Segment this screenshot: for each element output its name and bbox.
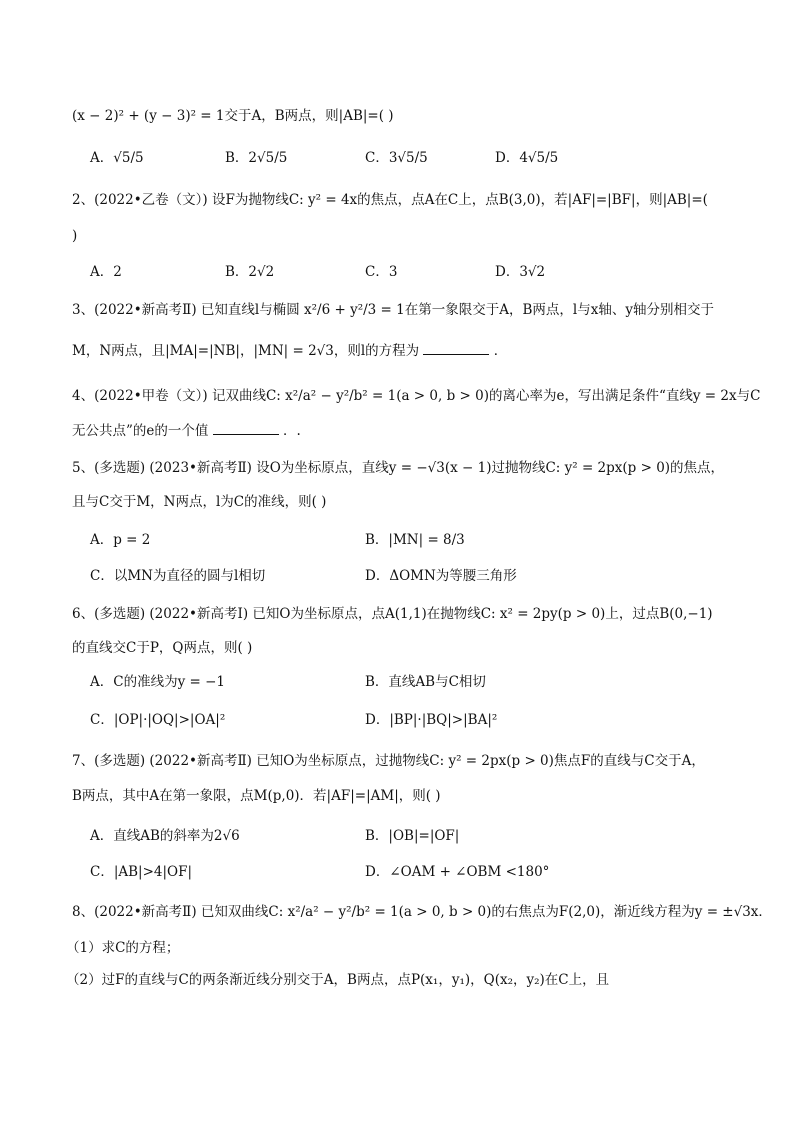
q3-stem-line1: 3、(2022•新高考Ⅱ) 已知直线l与椭圆 x²/6 + y²/3 = 1在第一象限交于A，B两点，l与x轴、y轴分别相交于 bbox=[72, 302, 714, 318]
q8-subquestion-1: （1）求C的方程； bbox=[66, 940, 180, 956]
q4-answer-blank[interactable] bbox=[213, 420, 279, 435]
q6-stem-line2: 的直线交C于P，Q两点，则( ) bbox=[72, 640, 253, 656]
q7-option-d: D．∠OAM + ∠OBM <180° bbox=[365, 864, 550, 880]
q2-option-a: A．2 bbox=[90, 264, 122, 280]
q1-option-a: A．√5/5 bbox=[90, 150, 144, 166]
q6-stem-line1: 6、(多选题) (2022•新高考Ⅰ) 已知O为坐标原点，点A(1,1)在抛物线C: x² = 2py(p > 0)上，过点B(0,−1) bbox=[72, 606, 713, 622]
q7-stem-line1: 7、(多选题) (2022•新高考Ⅱ) 已知O为坐标原点，过抛物线C: y² = 2px(p > 0)焦点F的直线与C交于A， bbox=[72, 753, 705, 769]
q2-option-b: B．2√2 bbox=[225, 264, 275, 280]
q4-stem-line2 bbox=[72, 420, 734, 441]
q4-stem-text: 无公共点”的e的一个值 bbox=[72, 423, 209, 439]
q5-option-a: A．p = 2 bbox=[90, 532, 151, 548]
q2-stem-line2: ) bbox=[72, 228, 78, 244]
q8-stem-line1: 8、(2022•新高考Ⅱ) 已知双曲线C: x²/a² − y²/b² = 1(a > 0, b > 0)的右焦点为F(2,0)，渐近线方程为y = ±√3x． bbox=[72, 904, 772, 920]
q6-option-b: B．直线AB与C相切 bbox=[365, 674, 486, 690]
q5-stem-line2: 且与C交于M，N两点，l为C的准线，则( ) bbox=[72, 494, 327, 510]
q6-option-a: A．C的准线为y = −1 bbox=[90, 674, 225, 690]
q7-option-c: C．|AB|>4|OF| bbox=[90, 864, 193, 880]
q1-option-d: D．4√5/5 bbox=[495, 150, 559, 166]
q3-stem-text: M，N两点，且|MA|=|NB|，|MN| = 2√3，则l的方程为 bbox=[72, 343, 420, 359]
q3-stem-end: ． bbox=[493, 343, 508, 359]
q8-subquestion-2: （2）过F的直线与C的两条渐近线分别交于A，B两点，点P(x₁，y₁)，Q(x₂，y₂)在C上，且 bbox=[66, 972, 610, 988]
q2-option-d: D．3√2 bbox=[495, 264, 546, 280]
q5-stem-line1: 5、(多选题) (2023•新高考Ⅱ) 设O为坐标原点，直线y = −√3(x − 1)过抛物线C: y² = 2px(p > 0)的焦点， bbox=[72, 460, 725, 476]
q6-option-c: C．|OP|·|OQ|>|OA|² bbox=[90, 712, 226, 728]
q3-stem-line2 bbox=[72, 340, 734, 361]
q3-answer-blank[interactable] bbox=[423, 340, 489, 355]
q5-option-b: B．|MN| = 8/3 bbox=[365, 532, 465, 548]
q1-option-b: B．2√5/5 bbox=[225, 150, 288, 166]
q6-option-d: D．|BP|·|BQ|>|BA|² bbox=[365, 712, 498, 728]
q7-option-b: B．|OB|=|OF| bbox=[365, 828, 460, 844]
q5-option-c: C．以MN为直径的圆与l相切 bbox=[90, 568, 266, 584]
q4-stem-end: ．. bbox=[282, 423, 301, 439]
q7-stem-line2: B两点，其中A在第一象限，点M(p,0)．若|AF|=|AM|，则( ) bbox=[72, 788, 441, 804]
q5-option-d: D．ΔOMN为等腰三角形 bbox=[365, 568, 517, 584]
q2-option-c: C．3 bbox=[365, 264, 398, 280]
q4-stem-line1: 4、(2022•甲卷（文）) 记双曲线C: x²/a² − y²/b² = 1(a > 0, b > 0)的离心率为e，写出满足条件“直线y = 2x与C bbox=[72, 388, 761, 404]
q1-stem: (x − 2)² + (y − 3)² = 1交于A，B两点，则|AB|=( ) bbox=[72, 108, 394, 124]
q1-option-c: C．3√5/5 bbox=[365, 150, 428, 166]
q7-option-a: A．直线AB的斜率为2√6 bbox=[90, 828, 240, 844]
q2-stem-line1: 2、(2022•乙卷（文）) 设F为抛物线C: y² = 4x的焦点，点A在C上，点B(3,0)，若|AF|=|BF|，则|AB|=( bbox=[72, 192, 708, 208]
